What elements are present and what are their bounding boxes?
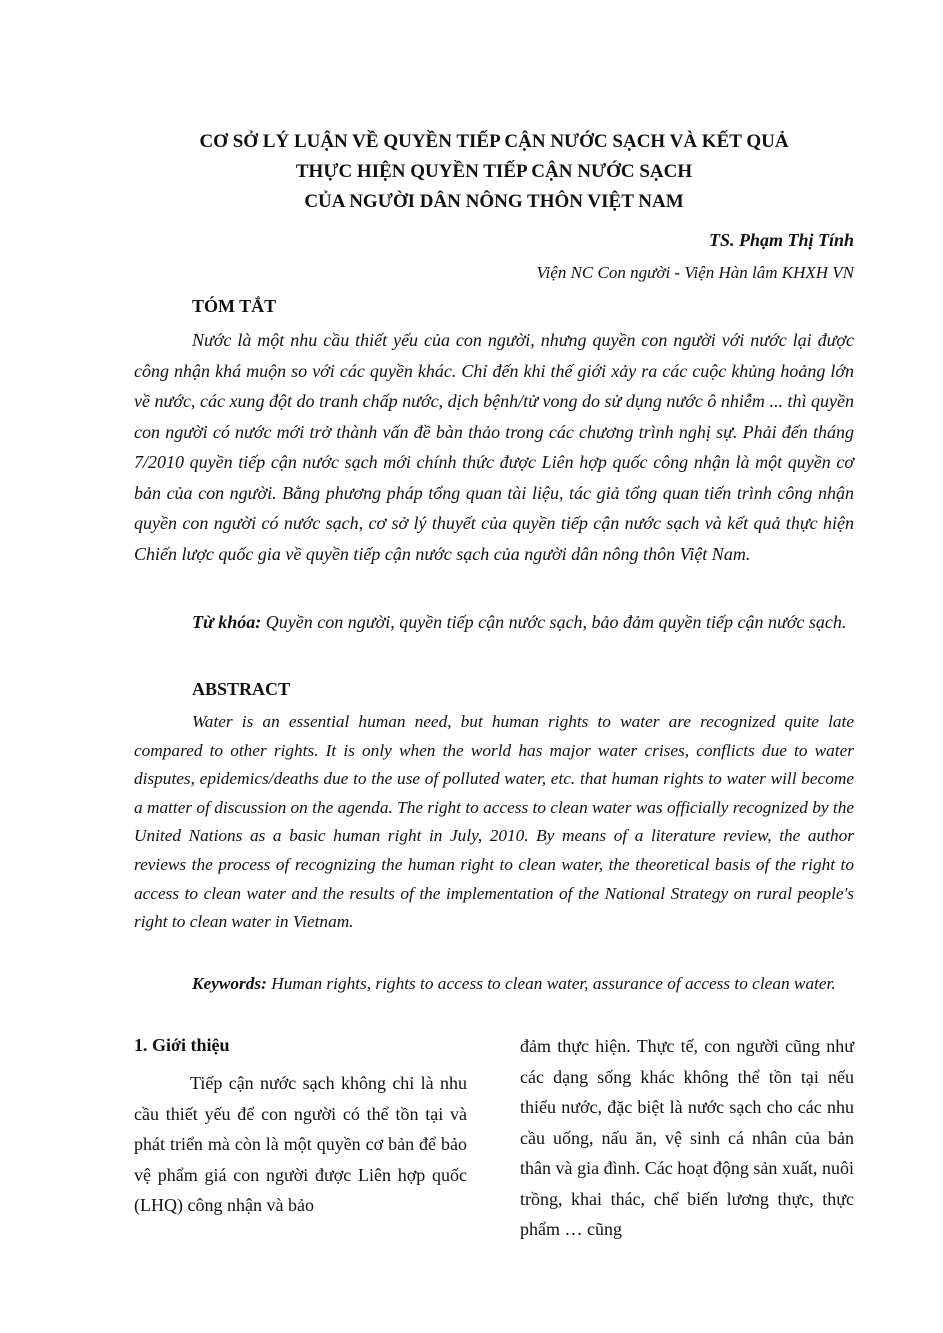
en-abstract-heading: ABSTRACT bbox=[192, 679, 291, 699]
title-line-1: CƠ SỞ LÝ LUẬN VỀ QUYỀN TIẾP CẬN NƯỚC SẠCH VÀ KẾT QUẢ bbox=[199, 131, 789, 152]
vi-keywords-label: Từ khóa: bbox=[192, 612, 262, 632]
paper-title bbox=[134, 127, 854, 217]
en-keywords-label: Keywords: bbox=[192, 974, 267, 993]
en-keywords bbox=[134, 970, 854, 999]
vi-abstract-heading: TÓM TẮT bbox=[192, 296, 277, 316]
body-left-column: Tiếp cận nước sạch không chỉ là nhu cầu thiết yếu để con người có thể tồn tại và phát triển mà còn là một quyền cơ bản để bảo vệ phẩm giá con người được Liên hợp quốc (LHQ) công nhận và bảo bbox=[134, 1073, 467, 1215]
author-affiliation: Viện NC Con người - Viện Hàn lâm KHXH VN bbox=[536, 263, 854, 282]
en-abstract-text: Water is an essential human need, but human rights to water are recognized quite late compared to other rights. It is only when the world has major water crises, conflicts due to water disputes, epidemics/deaths due to the use of polluted water, etc. that human rights to water will become a matter of discussion on the agenda. The right to access to clean water was officially recognized by the United Nations as a basic human right in July, 2010. By means of a literature review, the author reviews the process of recognizing the human right to clean water, the theoretical basis of the right to access to clean water and the results of the implementation of the National Strategy on rural people's right to clean water in Vietnam. bbox=[134, 712, 854, 932]
title-line-2: THỰC HIỆN QUYỀN TIẾP CẬN NƯỚC SẠCH bbox=[295, 161, 693, 182]
author-name: TS. Phạm Thị Tính bbox=[708, 230, 854, 250]
vi-keywords bbox=[134, 607, 854, 637]
vi-abstract-text: Nước là một nhu cầu thiết yếu của con người, nhưng quyền con người với nước lại được công nhận khá muộn so với các quyền khác. Chỉ đến khi thế giới xảy ra các cuộc khủng hoảng lớn về nước, các xung đột do tranh chấp nước, dịch bệnh/tử vong do sử dụng nước ô nhiễm ... thì quyền con người có nước mới trở thành vấn đề bàn thảo trong các chương trình nghị sự. Phải đến tháng 7/2010 quyền tiếp cận nước sạch mới chính thức được Liên hợp quốc công nhận là một quyền cơ bản của con người. Bằng phương pháp tổng quan tài liệu, tác giả tổng quan tiến trình công nhận quyền con người có nước sạch, cơ sở lý thuyết của quyền tiếp cận nước sạch và kết quả thực hiện Chiến lược quốc gia về quyền tiếp cận nước sạch của người dân nông thôn Việt Nam. bbox=[134, 330, 854, 564]
section-heading: 1. Giới thiệu bbox=[134, 1035, 230, 1055]
title-line-3: CỦA NGƯỜI DÂN NÔNG THÔN VIỆT NAM bbox=[304, 191, 684, 212]
en-keywords-text: Human rights, rights to access to clean water, assurance of access to clean water. bbox=[271, 974, 836, 993]
vi-keywords-text: Quyền con người, quyền tiếp cận nước sạch, bảo đảm quyền tiếp cận nước sạch. bbox=[265, 612, 847, 632]
body-right-column: đảm thực hiện. Thực tế, con người cũng như các dạng sống khác không thể tồn tại nếu thiếu nước, đặc biệt là nước sạch cho các nhu cầu uống, nấu ăn, vệ sinh cá nhân của bản thân và gia đình. Các hoạt động sản xuất, nuôi trồng, khai thác, chế biến lương thực, thực phẩm … cũng bbox=[520, 1036, 854, 1239]
